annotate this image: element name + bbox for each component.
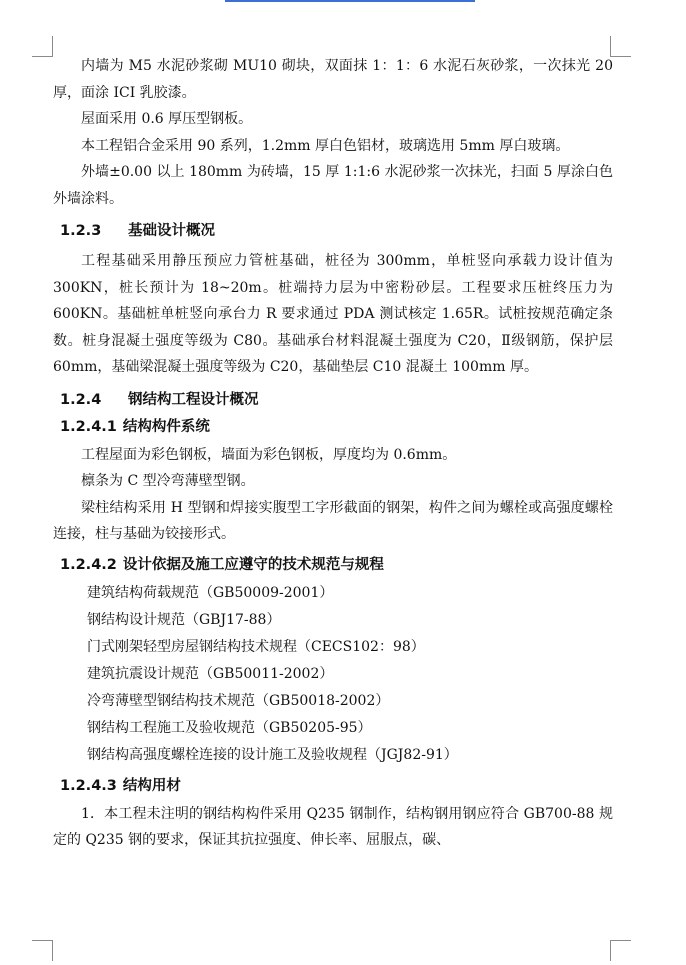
heading-title: 钢结构工程设计概况 bbox=[128, 391, 259, 408]
heading-1-2-4-2 bbox=[53, 555, 613, 575]
heading-1-2-3 bbox=[53, 221, 613, 241]
paragraph-inner-wall: 内墙为 M5 水泥砂浆砌 MU10 砌块，双面抹 1：1：6 水泥石灰砂浆，一次抹光 20 厚，面涂 ICI 乳胶漆。 bbox=[53, 58, 613, 101]
standard-item: 建筑结构荷载规范（GB50009-2001） bbox=[87, 584, 334, 601]
paragraph-purlins: 檩条为 C 型冷弯薄壁型钢。 bbox=[81, 473, 255, 489]
paragraph-foundation: 工程基础采用静压预应力管桩基础，桩径为 300mm，单桩竖向承载力设计值为 300KN，桩长预计为 18~20m。桩端持力层为中密粉砂层。工程要求压桩终压力为 600KN。基础桩单桩竖向承台力 R 要求通过 PDA 测试核定 1.65R。试桩按规范确定条数。桩身混凝土强度等级为 C80。基础承台材料混凝土强度为 C20，Ⅱ级钢筋，保护层 60mm，基础梁混凝土强度等级为 C20，基础垫层 C10 混凝土 100mm 厚。 bbox=[53, 253, 613, 375]
paragraph-exterior-wall: 外墙±0.00 以上 180mm 为砖墙，15 厚 1:1:6 水泥砂浆一次抹光，扫面 5 厚涂白色外墙涂料。 bbox=[53, 164, 613, 207]
document-page bbox=[53, 53, 613, 854]
paragraph-beam-column: 梁柱结构采用 H 型钢和焊接实腹型工字形截面的钢架，构件之间为螺栓或高强度螺栓连接，柱与基础为铰接形式。 bbox=[53, 499, 613, 542]
heading-1-2-4-3 bbox=[53, 776, 613, 796]
heading-1-2-4 bbox=[53, 390, 613, 410]
heading-title: 结构用材 bbox=[122, 777, 181, 794]
paragraph-roof: 屋面采用 0.6 厚压型钢板。 bbox=[81, 111, 253, 127]
margin-mark-bottom-left bbox=[32, 940, 53, 961]
standard-item: 建筑抗震设计规范（GB50011-2002） bbox=[87, 665, 334, 682]
paragraph-materials: 1．本工程未注明的钢结构构件采用 Q235 钢制作，结构钢用钢应符合 GB700-88 规定的 Q235 钢的要求，保证其抗拉强度、伸长率、屈服点，碳、 bbox=[53, 805, 613, 848]
heading-number: 1.2.3 bbox=[60, 223, 102, 239]
heading-title: 设计依据及施工应遵守的技术规范与规程 bbox=[122, 556, 384, 573]
standard-item: 门式刚架轻型房屋钢结构技术规程（CECS102：98） bbox=[87, 638, 425, 655]
standard-item: 冷弯薄壁型钢结构技术规范（GB50018-2002） bbox=[87, 692, 390, 709]
heading-number: 1.2.4.3 bbox=[60, 777, 117, 794]
heading-title: 结构构件系统 bbox=[122, 418, 210, 435]
heading-number: 1.2.4.2 bbox=[60, 556, 117, 573]
margin-mark-top-right bbox=[610, 36, 631, 57]
selection-highlight-bar bbox=[225, 0, 475, 2]
heading-1-2-4-1 bbox=[53, 417, 613, 437]
heading-number: 1.2.4.1 bbox=[60, 418, 117, 435]
standard-item: 钢结构工程施工及验收规范（GB50205-95） bbox=[87, 719, 372, 736]
standard-item: 钢结构高强度螺栓连接的设计施工及验收规程（JGJ82-91） bbox=[87, 746, 458, 763]
paragraph-roof-wall-panels: 工程屋面为彩色钢板，墙面为彩色钢板，厚度均为 0.6mm。 bbox=[81, 446, 457, 463]
heading-title: 基础设计概况 bbox=[128, 223, 215, 239]
standard-item: 钢结构设计规范（GBJ17-88） bbox=[87, 611, 281, 628]
paragraph-aluminum: 本工程铝合金采用 90 系列，1.2mm 厚白色铝材，玻璃选用 5mm 厚白玻璃。 bbox=[81, 137, 570, 154]
heading-number: 1.2.4 bbox=[60, 391, 102, 408]
margin-mark-top-left bbox=[32, 36, 53, 57]
margin-mark-bottom-right bbox=[610, 940, 631, 961]
